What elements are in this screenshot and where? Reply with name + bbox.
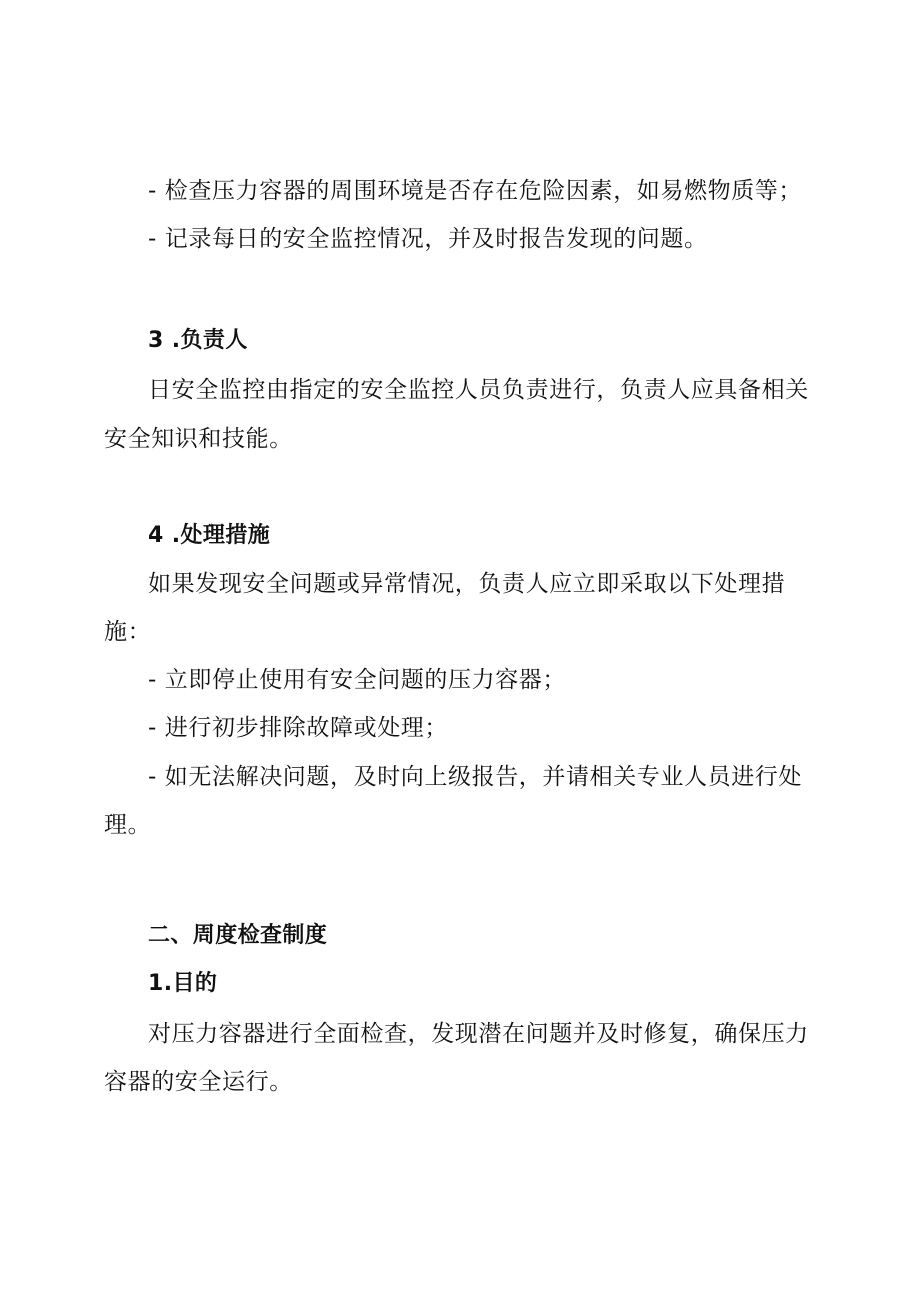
heading-measures: 4 .处理措施 [148,523,271,548]
bullet-report-continuation: 理。 [104,812,152,838]
bullet-check-environment: - 检查压力容器的周围环境是否存在危险因素，如易燃物质等； [148,178,803,204]
bullet-stop-use: - 立即停止使用有安全问题的压力容器； [148,667,567,693]
bullet-report: - 如无法解决问题，及时向上级报告，并请相关专业人员进行处 [148,764,803,790]
paragraph-measures-line2: 施： [104,619,152,645]
bullet-record-daily: - 记录每日的安全监控情况，并及时报告发现的问题。 [148,226,708,252]
paragraph-responsible-line1: 日安全监控由指定的安全监控人员负责进行，负责人应具备相关 [148,377,809,403]
paragraph-measures-line1: 如果发现安全问题或异常情况，负责人应立即采取以下处理措 [148,571,786,597]
paragraph-purpose-line1: 对压力容器进行全面检查，发现潜在问题并及时修复，确保压力 [148,1021,809,1047]
heading-purpose: 1.目的 [148,971,218,996]
paragraph-purpose-line2: 容器的安全运行。 [104,1069,293,1095]
heading-responsible: 3 .负责人 [148,328,248,353]
paragraph-responsible-line2: 安全知识和技能。 [104,426,293,452]
section-title-weekly: 二、周度检查制度 [148,923,328,948]
bullet-troubleshoot: - 进行初步排除故障或处理； [148,715,449,741]
